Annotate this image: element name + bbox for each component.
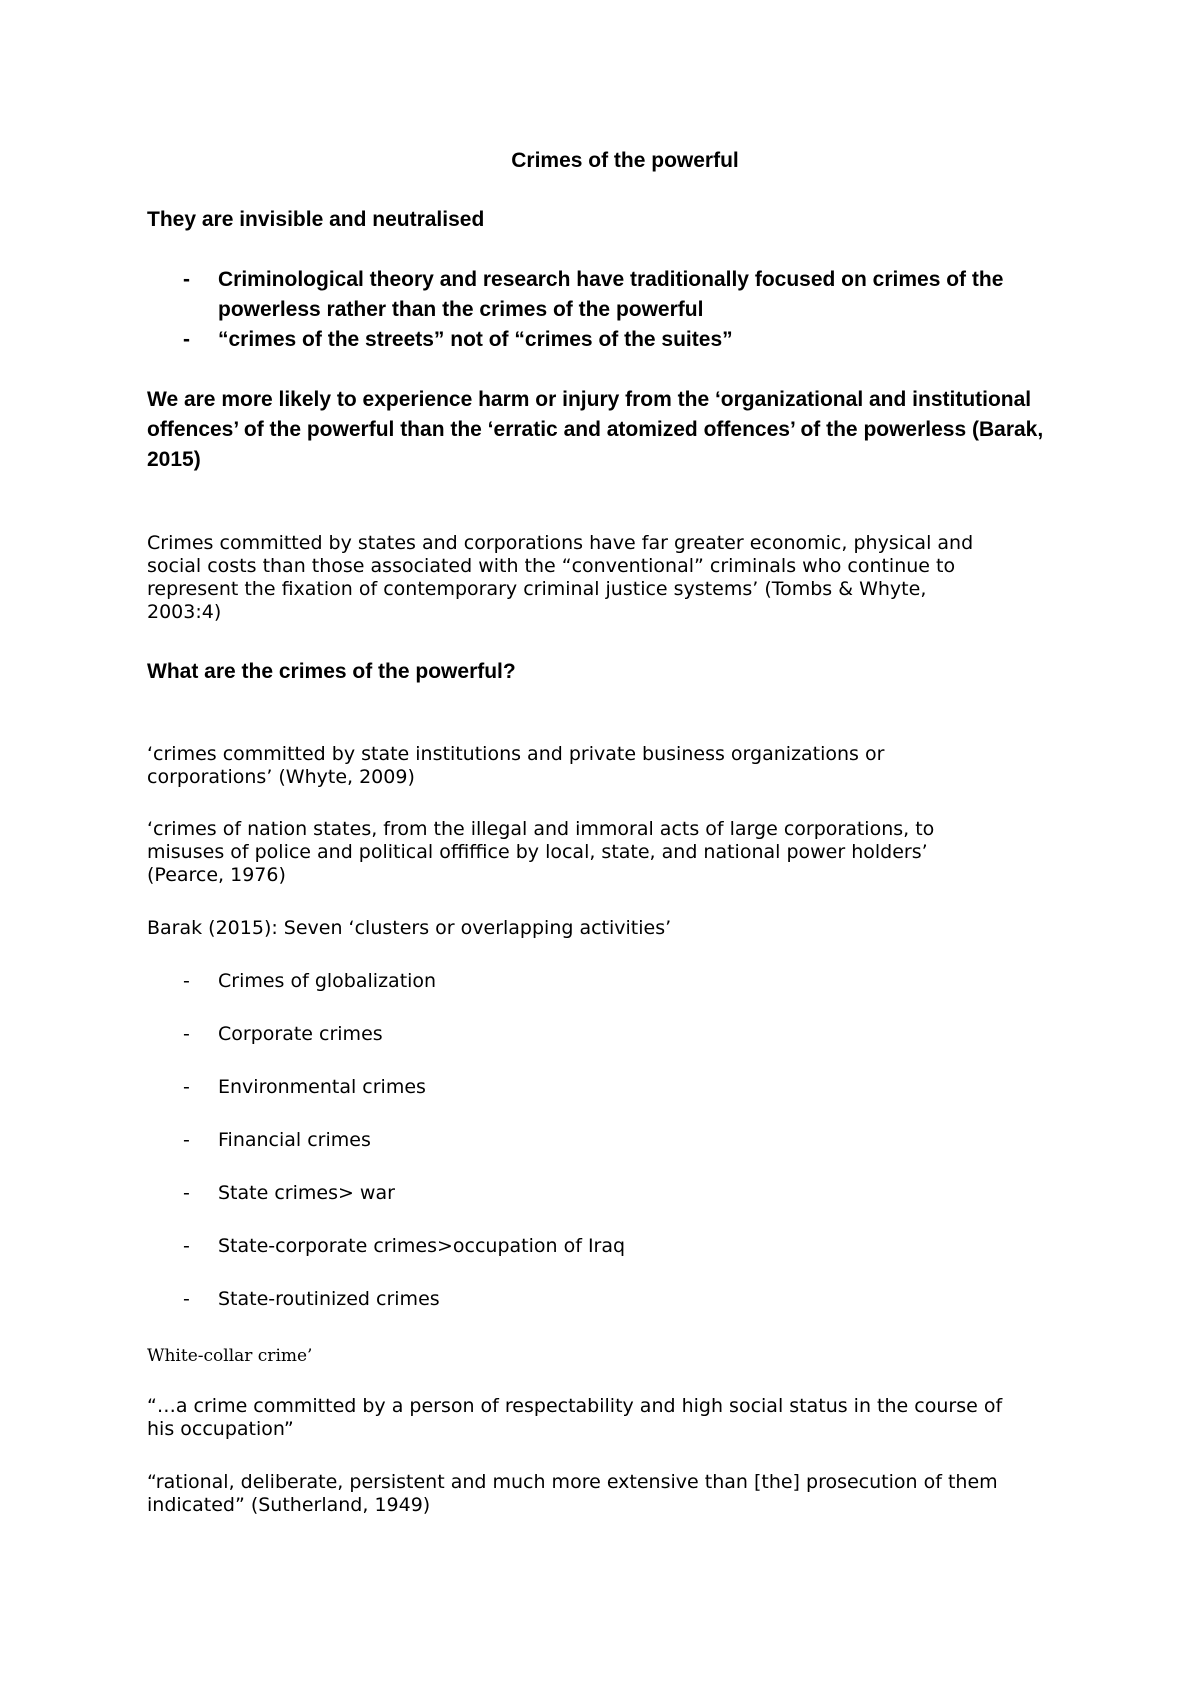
bullet-dash: - bbox=[183, 1235, 190, 1257]
bullet-dash: - bbox=[183, 1129, 190, 1151]
bullet-dash: - bbox=[183, 268, 190, 291]
bullet-dash: - bbox=[183, 1076, 190, 1098]
paragraph-line: (Pearce, 1976) bbox=[147, 864, 286, 886]
paragraph-line: represent the fixation of contemporary criminal justice systems’ (Tombs & Whyte, bbox=[147, 578, 927, 600]
paragraph-line: indicated” (Sutherland, 1949) bbox=[147, 1494, 431, 1516]
section-heading-invisible: They are invisible and neutralised bbox=[147, 208, 485, 231]
bullet-text-continued: powerless rather than the crimes of the powerful bbox=[218, 298, 704, 321]
section-heading-what-are: What are the crimes of the powerful? bbox=[147, 660, 516, 683]
list-item: Corporate crimes bbox=[218, 1023, 383, 1045]
bullet-dash: - bbox=[183, 970, 190, 992]
paragraph-line: We are more likely to experience harm or injury from the ‘organizational and institutional bbox=[147, 388, 1032, 411]
list-item: State-routinized crimes bbox=[218, 1288, 440, 1310]
list-item: Crimes of globalization bbox=[218, 970, 437, 992]
bullet-dash: - bbox=[183, 328, 190, 351]
paragraph-line: ‘crimes committed by state institutions and private business organizations or bbox=[147, 743, 885, 765]
paragraph-line: ‘crimes of nation states, from the illegal and immoral acts of large corporations, to bbox=[147, 818, 935, 840]
list-item: State crimes> war bbox=[218, 1182, 395, 1204]
paragraph-line: his occupation” bbox=[147, 1418, 294, 1440]
list-item: State-corporate crimes>occupation of Iraq bbox=[218, 1235, 626, 1257]
bullet-text: Criminological theory and research have traditionally focused on crimes of the bbox=[218, 268, 1004, 291]
paragraph-line: Crimes committed by states and corporations have far greater economic, physical and bbox=[147, 532, 974, 554]
paragraph-line: corporations’ (Whyte, 2009) bbox=[147, 766, 415, 788]
paragraph-line: 2003:4) bbox=[147, 601, 222, 623]
page-title: Crimes of the powerful bbox=[511, 149, 739, 172]
paragraph-line: 2015) bbox=[147, 448, 201, 471]
clusters-intro: Barak (2015): Seven ‘clusters or overlapping activities’ bbox=[147, 917, 672, 939]
bullet-dash: - bbox=[183, 1288, 190, 1310]
bullet-dash: - bbox=[183, 1023, 190, 1045]
list-item: Financial crimes bbox=[218, 1129, 371, 1151]
paragraph-line: misuses of police and political offiffice by local, state, and national power holders’ bbox=[147, 841, 928, 863]
paragraph-line: “rational, deliberate, persistent and much more extensive than [the] prosecution of them bbox=[147, 1471, 998, 1493]
bullet-text: “crimes of the streets” not of “crimes of the suites” bbox=[218, 328, 733, 351]
list-item: Environmental crimes bbox=[218, 1076, 426, 1098]
paragraph-line: “…a crime committed by a person of respectability and high social status in the course of bbox=[147, 1395, 1003, 1417]
paragraph-line: offences’ of the powerful than the ‘erratic and atomized offences’ of the powerless (Barak, bbox=[147, 418, 1044, 441]
white-collar-heading: White-collar crime’ bbox=[147, 1346, 313, 1366]
paragraph-line: social costs than those associated with the “conventional” criminals who continue to bbox=[147, 555, 956, 577]
bullet-dash: - bbox=[183, 1182, 190, 1204]
